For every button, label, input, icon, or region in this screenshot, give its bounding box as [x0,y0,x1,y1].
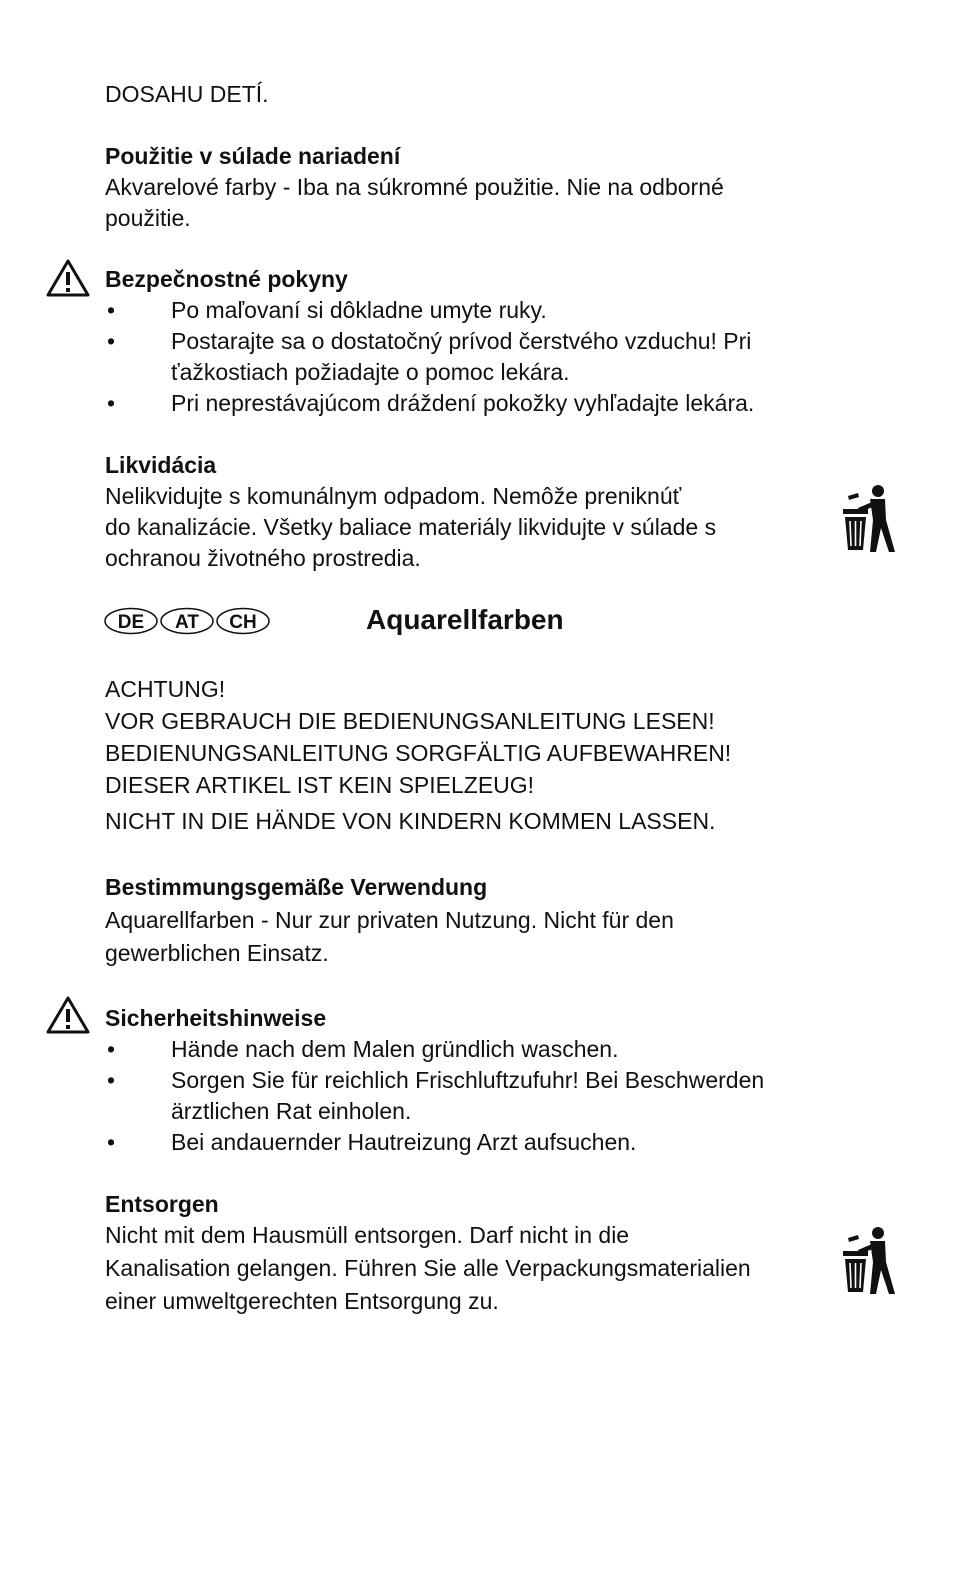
sk-disposal-line: Nelikvidujte s komunálnym odpadom. Nemôže preniknúť [105,483,682,509]
trash-bin-person-icon [839,484,895,552]
de-usage-heading: Bestimmungsgemäße Verwendung [105,874,488,900]
de-safety-item-cont: ärztlichen Rat einholen. [171,1098,412,1124]
de-warning-line: BEDIENUNGSANLEITUNG SORGFÄLTIG AUFBEWAHREN! [105,740,732,766]
sk-disposal-line: ochranou životného prostredia. [105,545,421,571]
sk-usage-line: Akvarelové farby - Iba na súkromné použitie. Nie na odborné [105,174,724,200]
sk-top-line: DOSAHU DETÍ. [105,81,269,107]
de-safety-bullet: • [107,1036,116,1062]
de-warning-line: ACHTUNG! [105,676,226,702]
sk-safety-item: Po maľovaní si dôkladne umyte ruky. [171,297,547,323]
de-safety-heading: Sicherheitshinweise [105,1005,327,1031]
de-disposal-line: Kanalisation gelangen. Führen Sie alle Verpackungsmaterialien [105,1255,751,1281]
badge-at: AT [175,612,199,633]
section-title: Aquarellfarben [366,604,564,635]
de-disposal-heading: Entsorgen [105,1191,219,1217]
sk-safety-item: Postarajte sa o dostatočný prívod čerstvého vzduchu! Pri [171,328,752,354]
sk-usage-heading: Použitie v súlade nariadení [105,143,401,169]
warning-triangle-icon [45,995,91,1035]
badge-ch: CH [229,612,257,633]
de-usage-line: Aquarellfarben - Nur zur privaten Nutzung. Nicht für den [105,907,674,933]
de-safety-item: Hände nach dem Malen gründlich waschen. [171,1036,619,1062]
sk-disposal-heading: Likvidácia [105,452,217,478]
sk-disposal-line: do kanalizácie. Všetky baliace materiály likvidujte v súlade s [105,514,717,540]
de-safety-bullet: • [107,1067,116,1093]
de-warning-line: DIESER ARTIKEL IST KEIN SPIELZEUG! [105,772,535,798]
de-usage-line: gewerblichen Einsatz. [105,940,329,966]
sk-safety-bullet: • [107,297,116,323]
sk-usage-line: použitie. [105,205,191,231]
de-safety-item: Sorgen Sie für reichlich Frischluftzufuhr! Bei Beschwerden [171,1067,765,1093]
de-disposal-line: einer umweltgerechten Entsorgung zu. [105,1288,499,1314]
de-warning-line: NICHT IN DIE HÄNDE VON KINDERN KOMMEN LASSEN. [105,808,716,834]
sk-safety-heading: Bezpečnostné pokyny [105,266,348,292]
sk-safety-item: Pri neprestávajúcom dráždení pokožky vyhľadajte lekára. [171,390,755,416]
de-safety-item: Bei andauernder Hautreizung Arzt aufsuchen. [171,1129,637,1155]
sk-safety-bullet: • [107,390,116,416]
de-warning-line: VOR GEBRAUCH DIE BEDIENUNGSANLEITUNG LESEN! [105,708,715,734]
badge-de: DE [117,612,145,633]
sk-safety-item-cont: ťažkostiach požiadajte o pomoc lekára. [171,359,570,385]
sk-safety-bullet: • [107,328,116,354]
country-badges [104,607,274,635]
de-safety-bullet: • [107,1129,116,1155]
de-disposal-line: Nicht mit dem Hausmüll entsorgen. Darf nicht in die [105,1222,630,1248]
warning-triangle-icon [45,258,91,298]
trash-bin-person-icon [839,1226,895,1294]
